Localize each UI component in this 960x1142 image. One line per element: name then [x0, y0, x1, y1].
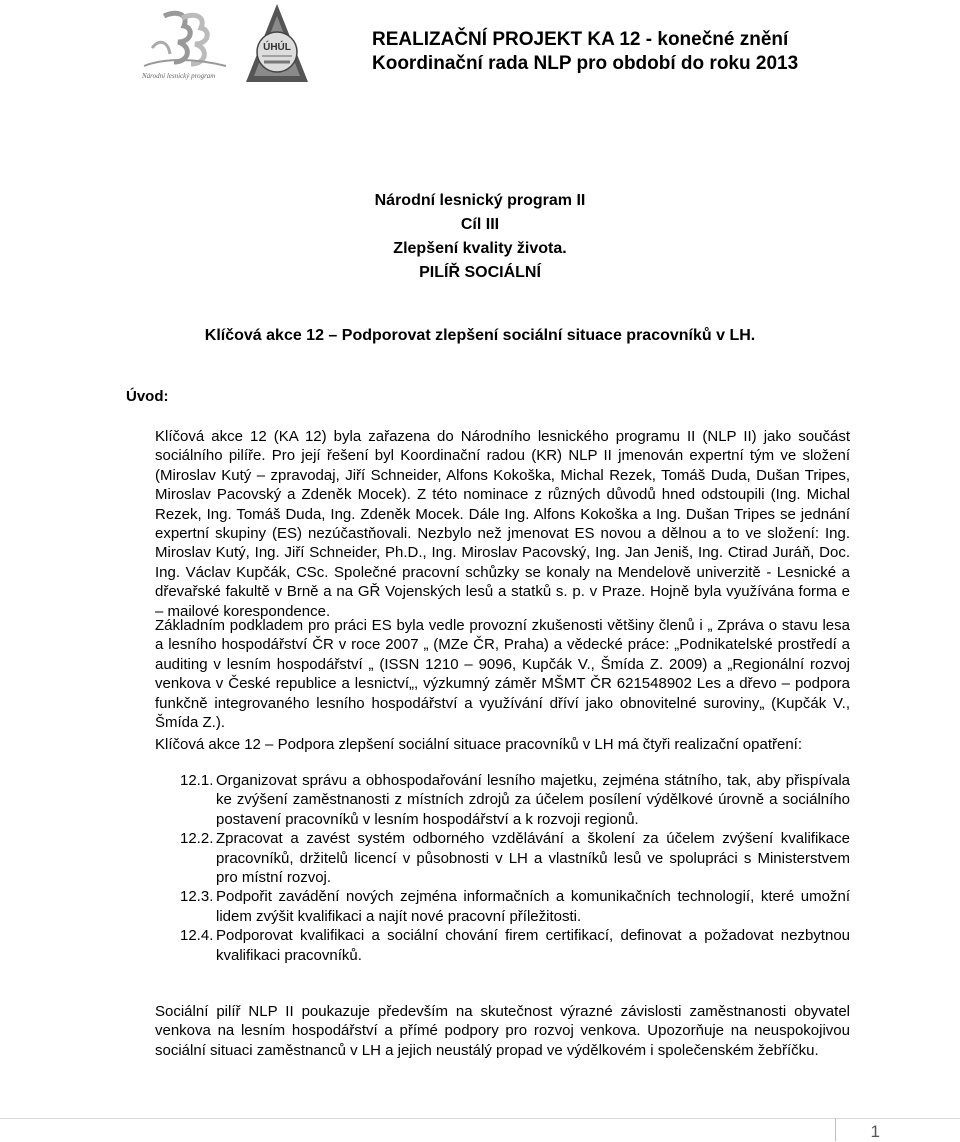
nlp-logo — [134, 8, 234, 82]
list-item — [180, 887, 850, 926]
paragraph-intro — [155, 427, 850, 621]
heading-quality: Zlepšení kvality života. — [393, 240, 567, 257]
paragraph-social-pillar-text: Sociální pilíř NLP II poukazuje především na skutečnost výrazné závislosti zaměstnanosti obyvatel venkova na lesním hospodářství a přímé podpory pro rozvoj venkova. Upozorňuje na neuspokojivou sociální situaci zaměstnanců v LH a jejich neustálý propad ve výdělkovém i společenském žebříčku. — [155, 1003, 850, 1059]
measures-list — [180, 771, 850, 965]
list-item-number: 12.1. — [180, 772, 214, 789]
paragraph-measures-intro — [155, 735, 850, 754]
list-item-text: Podpořit zavádění nových zejména informačních a komunikačních technologií, které umožní lidem zvýšit kvalifikaci a najít nové pracovní příležitosti. — [216, 888, 850, 925]
header-title-line1: REALIZAČNÍ PROJEKT KA 12 - konečné znění — [372, 29, 789, 50]
paragraph-basis-text: Základním podkladem pro práci ES byla vedle provozní zkušenosti většiny členů i „ Zpráva o stavu lesa a lesního hospodářství ČR v roce 2007 „ (MZe ČR, Praha) a vědecké práce: „Podnikatelské prostředí a auditing v lesním hospodářství „ (ISSN 1210 – 9096, Kupčák V., Šmída Z. 2009) a „Regionální rozvoj venkova v České republice a lesnictví„, výzkumný záměr MŠMT ČR 621548902 Les a dřevo – podpora funkčně integrovaného lesního hospodářství a využívání dříví jako obnovitelné suroviny„ (Kupčák V., Šmída Z.). — [155, 617, 850, 732]
uhul-logo — [242, 2, 312, 88]
list-item — [180, 926, 850, 965]
list-item — [180, 829, 850, 887]
paragraph-social-pillar — [155, 1002, 850, 1060]
page-number: 1 — [870, 1122, 880, 1141]
heading-program: Národní lesnický program II — [374, 192, 586, 209]
uhul-logo-text: ÚHÚL — [263, 42, 291, 53]
nlp-logo-text: Národní lesnický program — [142, 72, 216, 80]
heading-pillar: PILÍŘ SOCIÁLNÍ — [419, 264, 541, 281]
heading-goal: Cíl III — [460, 216, 500, 233]
paragraph-basis — [155, 616, 850, 732]
heading-key-action: Klíčová akce 12 – Podporovat zlepšení sociální situace pracovníků v LH. — [204, 327, 756, 344]
list-item-number: 12.4. — [180, 927, 214, 945]
list-item-text: Zpracovat a zavést systém odborného vzdělávání a školení za účelem zvýšení kvalifikace pracovníků, držitelů licencí v působnosti v LH a vlastníků lesů ve spolupráci s Ministerstvem pro místní rozvoj. — [216, 830, 850, 887]
header-title-line2: Koordinační rada NLP pro období do roku 2013 — [372, 53, 799, 74]
document-header-title — [372, 28, 932, 76]
list-item-number: 12.3. — [180, 888, 214, 906]
footer-divider — [0, 1118, 960, 1119]
list-item — [180, 771, 850, 829]
page-number-box — [835, 1118, 960, 1141]
paragraph-intro-text: Klíčová akce 12 (KA 12) byla zařazena do Národního lesnického programu II (NLP II) jako součást sociálního pilíře. Pro její řešení byl Koordinační radou (KR) NLP II jmenován expertní tým ve složení (Miroslav Kutý – zpravodaj, Jiří Schneider, Alfons Kokoška, Michal Rezek, Tomáš Duda, Dušan Tripes, Miroslav Pacovský a Zdeněk Mocek). Z této nominace z různých důvodů hned odstoupili (Ing. Michal Rezek, Ing. Tomáš Duda, Ing. Zdeněk Mocek. Dále Ing. Alfons Kokoška a Ing. Dušan Tripes se jednání expertní skupiny (ES) nezúčastňovali. Nezbylo než jmenovat ES novou a dělnou a to ve složení: Ing. Miroslav Kutý, Ing. Jiří Schneider, Ph.D., Ing. Miroslav Pacovský, Ing. Jan Jeniš, Ing. Ctirad Juráň, Doc. Ing. Václav Kupčák, CSc. Společné pracovní schůzky se konaly na Mendelově univerzitě - Lesnické a dřevařské fakultě v Brně a na GŘ Vojenských lesů a statků s. p. v Praze. Hojně byla využívána forma e – mailové korespondence. — [155, 428, 850, 620]
list-item-text: Organizovat správu a obhospodařování lesního majetku, zejména státního, tak, aby přispívala ke zvýšení zaměstnanosti z místních zdrojů za účelem posílení výdělkové úrovně a sociálního postavení pracovníků v lesním hospodářství a k rozvoji regionů. — [216, 772, 850, 828]
intro-label: Úvod: — [126, 388, 169, 405]
list-item-text: Podporovat kvalifikaci a sociální chování firem certifikací, definovat a požadovat nezbytnou kvalifikaci pracovníků. — [216, 927, 850, 964]
list-item-number: 12.2. — [180, 830, 214, 848]
paragraph-measures-intro-text: Klíčová akce 12 – Podpora zlepšení sociální situace pracovníků v LH má čtyři realizační opatření: — [155, 736, 802, 753]
